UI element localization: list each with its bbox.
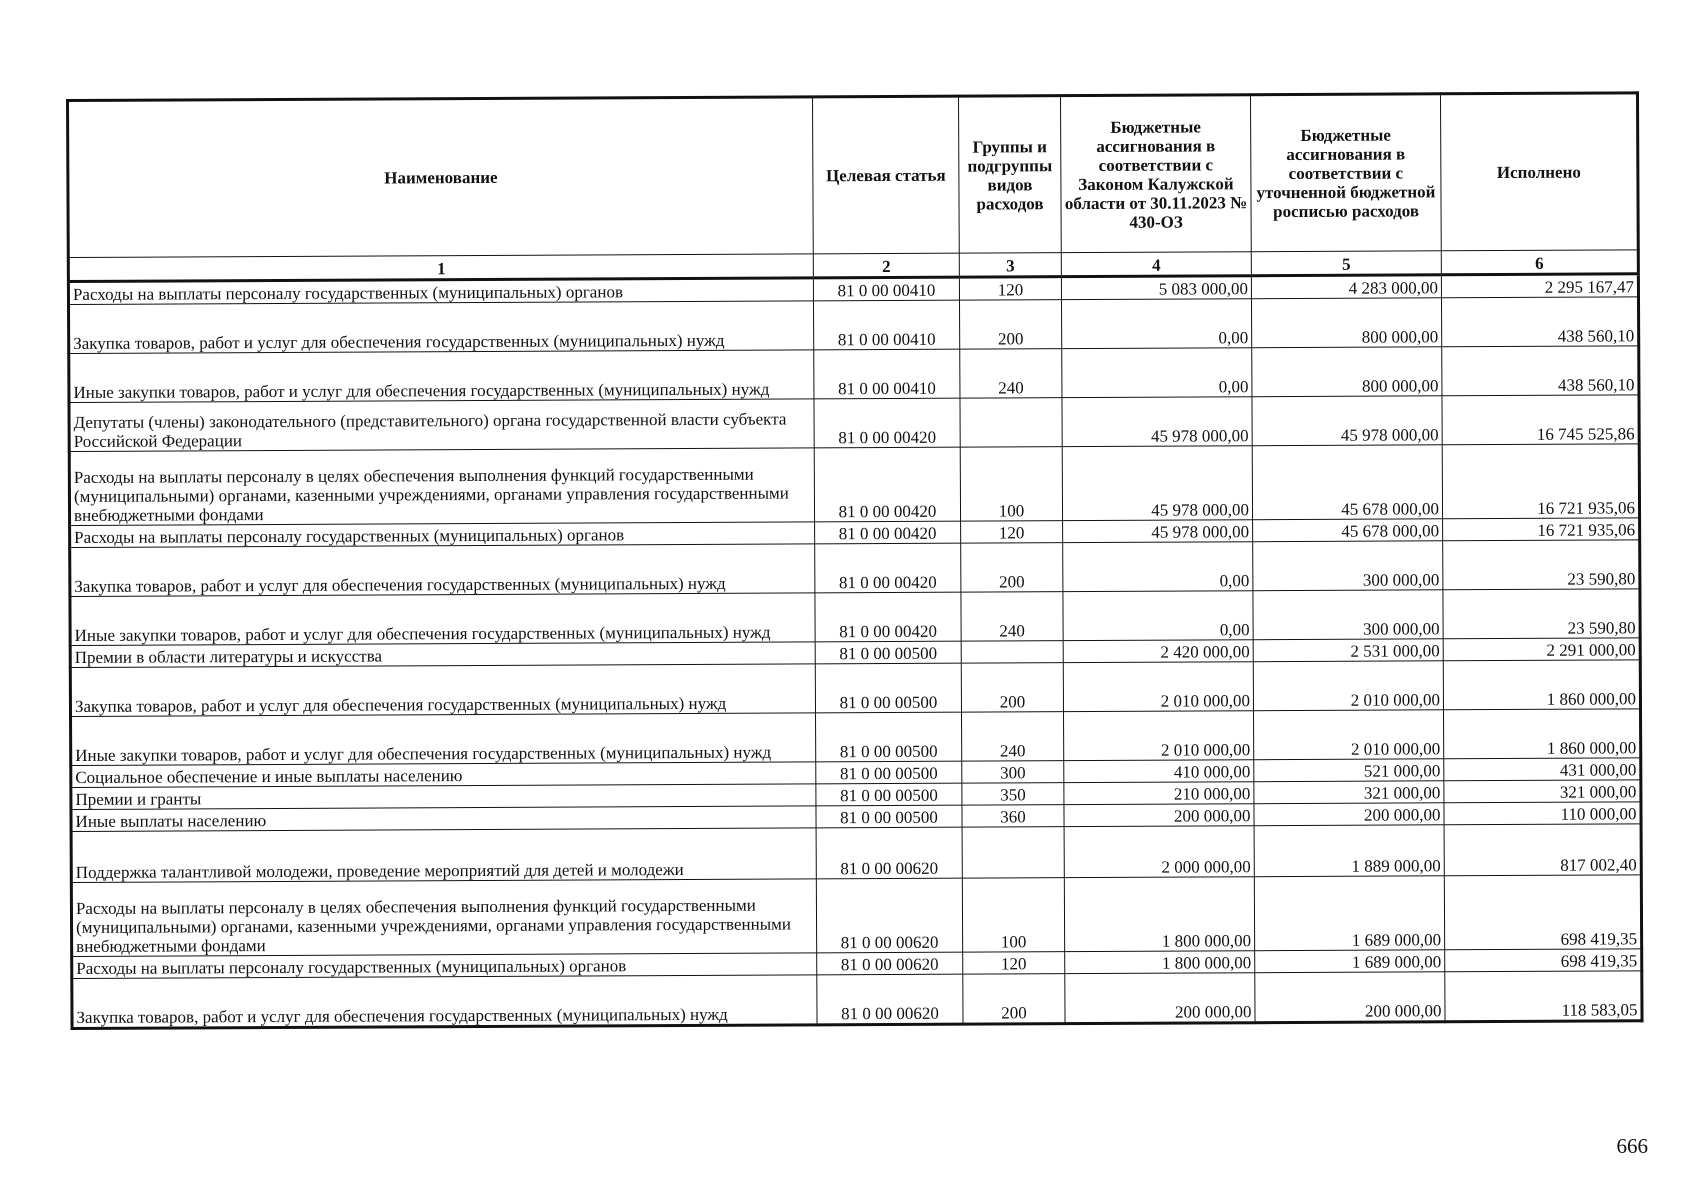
row-name: Расходы на выплаты персоналу государственных (муниципальных) органов — [68, 278, 813, 305]
row-code: 81 0 00 00500 — [816, 805, 962, 828]
row-name: Иные выплаты населению — [71, 806, 816, 832]
page-number: 666 — [1616, 1134, 1648, 1158]
row-refined-amount: 4 283 000,00 — [1251, 275, 1441, 299]
table-row — [69, 297, 1639, 354]
row-law-amount: 45 978 000,00 — [1063, 520, 1253, 543]
row-refined-amount: 200 000,00 — [1254, 803, 1444, 826]
row-refined-amount: 521 000,00 — [1254, 759, 1444, 782]
row-law-amount: 200 000,00 — [1064, 804, 1254, 827]
table-row — [72, 971, 1642, 1029]
table-row — [71, 824, 1641, 883]
row-name: Закупка товаров, работ и услуг для обеспечения государственных (муниципальных) нужд — [70, 664, 815, 717]
row-executed-amount: 438 560,10 — [1441, 297, 1638, 347]
row-refined-amount: 300 000,00 — [1253, 541, 1443, 591]
row-law-amount: 0,00 — [1061, 299, 1251, 349]
column-number: 4 — [1061, 252, 1251, 277]
row-name: Поддержка талантливой молодежи, проведение мероприятий для детей и молодежи — [71, 828, 816, 883]
table-row — [70, 589, 1640, 646]
row-refined-amount: 1 689 000,00 — [1255, 950, 1445, 973]
row-code: 81 0 00 00500 — [816, 783, 962, 806]
row-code: 81 0 00 00420 — [815, 592, 961, 642]
row-group: 100 — [962, 878, 1064, 952]
header-name: Наименование — [68, 97, 814, 258]
row-law-amount: 0,00 — [1063, 542, 1253, 592]
row-code: 81 0 00 00620 — [817, 974, 963, 1025]
row-executed-amount: 2 291 000,00 — [1443, 638, 1640, 661]
row-code: 81 0 00 00620 — [816, 878, 962, 953]
row-code: 81 0 00 00420 — [815, 521, 961, 544]
row-executed-amount: 16 721 935,06 — [1443, 518, 1640, 541]
row-executed-amount: 2 295 167,47 — [1441, 274, 1638, 298]
row-group: 240 — [962, 712, 1064, 761]
row-law-amount: 0,00 — [1062, 348, 1252, 398]
column-number: 5 — [1251, 251, 1441, 276]
table-row — [69, 395, 1639, 452]
row-name: Расходы на выплаты персоналу государственных (муниципальных) органов — [70, 522, 815, 548]
row-law-amount: 5 083 000,00 — [1061, 276, 1251, 300]
row-executed-amount: 110 000,00 — [1444, 802, 1641, 825]
row-group: 200 — [959, 300, 1061, 349]
row-group: 240 — [961, 592, 1063, 641]
row-executed-amount: 321 000,00 — [1444, 780, 1641, 803]
row-name: Депутаты (члены) законодательного (представительного) органа государственной власти субъекта Российской Федерации — [69, 399, 814, 452]
row-group: 120 — [963, 952, 1065, 974]
row-group: 300 — [962, 761, 1064, 783]
row-refined-amount: 45 678 000,00 — [1252, 445, 1442, 520]
column-number: 1 — [68, 254, 813, 282]
row-group: 240 — [960, 349, 1062, 398]
table-row — [69, 346, 1639, 403]
row-name: Иные закупки товаров, работ и услуг для обеспечения государственных (муниципальных) нужд — [69, 350, 814, 403]
row-law-amount: 2 010 000,00 — [1064, 711, 1254, 761]
row-group: 360 — [962, 805, 1064, 827]
row-name: Премии в области литературы и искусства — [70, 642, 815, 668]
row-executed-amount: 16 721 935,06 — [1442, 444, 1639, 519]
row-refined-amount: 45 978 000,00 — [1252, 396, 1442, 446]
header-refined: Бюджетные ассигнования в соответствии с уточненной бюджетной росписью расходов — [1250, 94, 1441, 252]
row-name: Расходы на выплаты персоналу государственных (муниципальных) органов — [72, 953, 817, 979]
row-refined-amount: 321 000,00 — [1254, 781, 1444, 804]
row-name: Социальное обеспечение и иные выплаты населению — [71, 762, 816, 788]
row-refined-amount: 1 889 000,00 — [1254, 825, 1444, 877]
row-executed-amount: 118 583,05 — [1445, 971, 1642, 1022]
row-executed-amount: 23 590,80 — [1443, 540, 1640, 590]
row-law-amount: 0,00 — [1063, 591, 1253, 641]
header-law: Бюджетные ассигнования в соответствии с Законом Калужской области от 30.11.2023 № 430-ОЗ — [1060, 95, 1251, 253]
row-code: 81 0 00 00410 — [813, 277, 959, 301]
row-executed-amount: 23 590,80 — [1443, 589, 1640, 639]
row-law-amount: 410 000,00 — [1064, 760, 1254, 783]
row-code: 81 0 00 00500 — [815, 663, 961, 713]
column-number: 6 — [1441, 250, 1638, 275]
row-executed-amount: 698 419,35 — [1444, 875, 1641, 950]
row-code: 81 0 00 00420 — [815, 543, 961, 593]
row-executed-amount: 16 745 525,86 — [1442, 395, 1639, 445]
budget-table — [66, 91, 1644, 1030]
row-group: 350 — [962, 783, 1064, 805]
row-law-amount: 2 420 000,00 — [1063, 640, 1253, 663]
row-group: 200 — [961, 663, 1063, 712]
row-group: 100 — [960, 447, 1062, 521]
row-name: Иные закупки товаров, работ и услуг для обеспечения государственных (муниципальных) нужд — [70, 593, 815, 646]
row-executed-amount: 698 419,35 — [1445, 949, 1642, 972]
row-refined-amount: 200 000,00 — [1255, 972, 1445, 1023]
row-code: 81 0 00 00500 — [815, 641, 961, 664]
column-number: 2 — [813, 253, 959, 278]
row-group — [962, 827, 1064, 878]
row-refined-amount: 2 010 000,00 — [1253, 661, 1443, 711]
row-executed-amount: 817 002,40 — [1444, 824, 1641, 876]
row-code: 81 0 00 00620 — [817, 952, 963, 975]
header-executed: Исполнено — [1440, 93, 1638, 251]
row-code: 81 0 00 00420 — [814, 398, 960, 448]
row-group: 120 — [961, 521, 1063, 543]
row-group: 120 — [959, 277, 1061, 300]
row-code: 81 0 00 00410 — [814, 349, 960, 399]
row-code: 81 0 00 00500 — [816, 712, 962, 762]
row-name: Премии и гранты — [71, 784, 816, 810]
row-law-amount: 1 800 000,00 — [1065, 951, 1255, 974]
table-row — [71, 709, 1641, 766]
row-group — [961, 641, 1063, 663]
header-code: Целевая статья — [812, 96, 959, 254]
row-law-amount: 45 978 000,00 — [1062, 446, 1252, 521]
row-name: Закупка товаров, работ и услуг для обеспечения государственных (муниципальных) нужд — [69, 301, 814, 354]
header-group: Группы и подгруппы видов расходов — [958, 96, 1061, 253]
row-refined-amount: 800 000,00 — [1251, 298, 1441, 348]
row-code: 81 0 00 00620 — [816, 827, 962, 879]
budget-sheet — [66, 91, 1641, 1030]
row-refined-amount: 2 531 000,00 — [1253, 639, 1443, 662]
row-name: Расходы на выплаты персоналу в целях обеспечения выполнения функций государственными (муниципальными) органами, казенными учреждениями, органами управления государственными внебюджетными фондами — [69, 448, 814, 526]
column-number: 3 — [959, 253, 1061, 277]
table-header-row — [68, 93, 1639, 258]
row-code: 81 0 00 00410 — [813, 300, 959, 350]
row-executed-amount: 1 860 000,00 — [1443, 660, 1640, 710]
row-law-amount: 2 000 000,00 — [1064, 826, 1254, 878]
table-row — [70, 540, 1640, 597]
row-refined-amount: 800 000,00 — [1252, 347, 1442, 397]
row-law-amount: 45 978 000,00 — [1062, 397, 1252, 447]
table-row — [69, 444, 1639, 526]
row-name: Иные закупки товаров, работ и услуг для обеспечения государственных (муниципальных) нужд — [71, 713, 816, 766]
row-refined-amount: 1 689 000,00 — [1254, 876, 1444, 951]
row-refined-amount: 2 010 000,00 — [1254, 710, 1444, 760]
row-executed-amount: 431 000,00 — [1444, 758, 1641, 781]
table-row — [71, 875, 1641, 957]
row-law-amount: 1 800 000,00 — [1064, 877, 1254, 952]
row-name: Расходы на выплаты персоналу в целях обеспечения выполнения функций государственными (муниципальными) органами, казенными учреждениями, органами управления государственными внебюджетными фондами — [71, 879, 816, 957]
row-group — [960, 398, 1062, 447]
row-group: 200 — [963, 974, 1065, 1024]
row-law-amount: 210 000,00 — [1064, 782, 1254, 805]
row-executed-amount: 438 560,10 — [1442, 346, 1639, 396]
row-law-amount: 200 000,00 — [1065, 973, 1255, 1024]
row-code: 81 0 00 00420 — [814, 447, 960, 522]
row-law-amount: 2 010 000,00 — [1063, 662, 1253, 712]
row-group: 200 — [961, 543, 1063, 592]
table-row — [70, 660, 1640, 717]
row-refined-amount: 45 678 000,00 — [1253, 519, 1443, 542]
row-name: Закупка товаров, работ и услуг для обеспечения государственных (муниципальных) нужд — [72, 975, 817, 1029]
row-name: Закупка товаров, работ и услуг для обеспечения государственных (муниципальных) нужд — [70, 544, 815, 597]
row-refined-amount: 300 000,00 — [1253, 590, 1443, 640]
row-executed-amount: 1 860 000,00 — [1444, 709, 1641, 759]
row-code: 81 0 00 00500 — [816, 761, 962, 784]
